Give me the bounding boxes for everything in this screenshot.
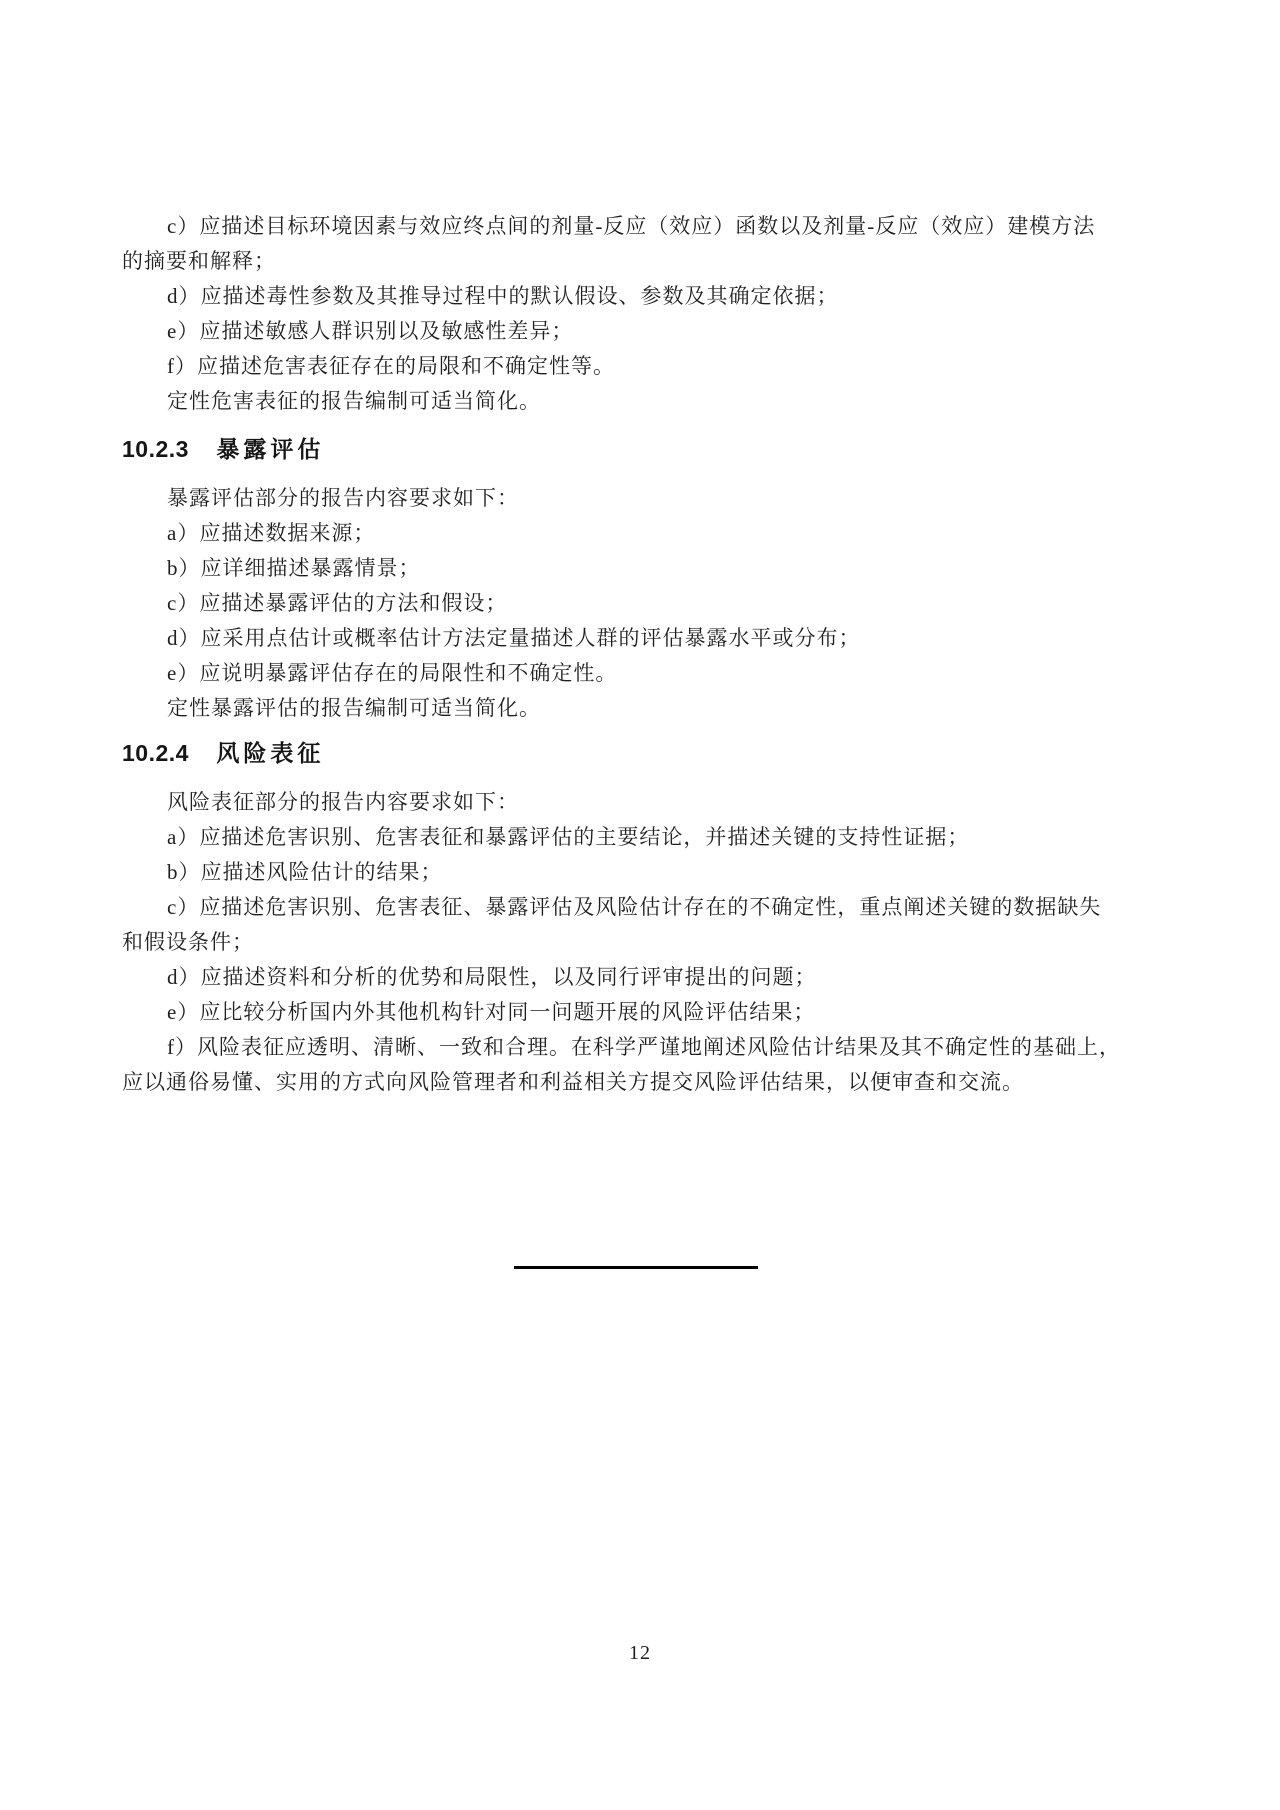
end-of-section-divider (514, 1266, 758, 1269)
section-heading-10-2-4 (122, 738, 1225, 768)
clause-e: e）应描述敏感人群识别以及敏感性差异； (167, 319, 574, 343)
heading-title: 暴露评估 (216, 436, 325, 462)
clause-c-line1: c）应描述目标环境因素与效应终点间的剂量-反应（效应）函数以及剂量-反应（效应）建模方法 (167, 214, 1096, 238)
clause-c-line2: 和假设条件； (122, 930, 254, 954)
clause-f-line2: 应以通俗易懂、实用的方式向风险管理者和利益相关方提交风险评估结果，以便审查和交流。 (122, 1070, 1024, 1094)
clause-f: f）应描述危害表征存在的局限和不确定性等。 (167, 354, 615, 378)
section-hazard-characterization-report-items (122, 209, 1225, 419)
simplification-note: 定性暴露评估的报告编制可适当简化。 (167, 696, 541, 720)
heading-number: 10.2.3 (122, 436, 189, 462)
document-content (122, 209, 1225, 1100)
clause-b: b）应描述风险估计的结果； (167, 860, 443, 884)
section-intro: 暴露评估部分的报告内容要求如下： (167, 486, 519, 510)
clause-b: b）应详细描述暴露情景； (167, 556, 421, 580)
simplification-note: 定性危害表征的报告编制可适当简化。 (167, 389, 541, 413)
clause-a: a）应描述数据来源； (167, 521, 376, 545)
heading-number: 10.2.4 (122, 740, 189, 766)
section-exposure-assessment (122, 481, 1225, 726)
section-risk-characterization (122, 785, 1225, 1100)
clause-c-line1: c）应描述危害识别、危害表征、暴露评估及风险估计存在的不确定性，重点阐述关键的数据缺失 (167, 895, 1102, 919)
clause-d: d）应描述毒性参数及其推导过程中的默认假设、参数及其确定依据； (167, 284, 839, 308)
clause-f-line1: f）风险表征应透明、清晰、一致和合理。在科学严谨地阐述风险估计结果及其不确定性的基础上， (167, 1035, 1121, 1059)
clause-e: e）应说明暴露评估存在的局限性和不确定性。 (167, 661, 618, 685)
clause-d: d）应采用点估计或概率估计方法定量描述人群的评估暴露水平或分布； (167, 626, 861, 650)
clause-c-line2: 的摘要和解释； (122, 249, 276, 273)
clause-d: d）应描述资料和分析的优势和局限性，以及同行评审提出的问题； (167, 965, 817, 989)
heading-title: 风险表征 (216, 740, 325, 766)
section-intro: 风险表征部分的报告内容要求如下： (167, 790, 519, 814)
clause-a: a）应描述危害识别、危害表征和暴露评估的主要结论，并描述关键的支持性证据； (167, 825, 970, 849)
clause-e: e）应比较分析国内外其他机构针对同一问题开展的风险评估结果； (167, 1000, 816, 1024)
page-number: 12 (629, 1642, 651, 1664)
clause-c: c）应描述暴露评估的方法和假设； (167, 591, 508, 615)
section-heading-10-2-3 (122, 434, 1225, 464)
